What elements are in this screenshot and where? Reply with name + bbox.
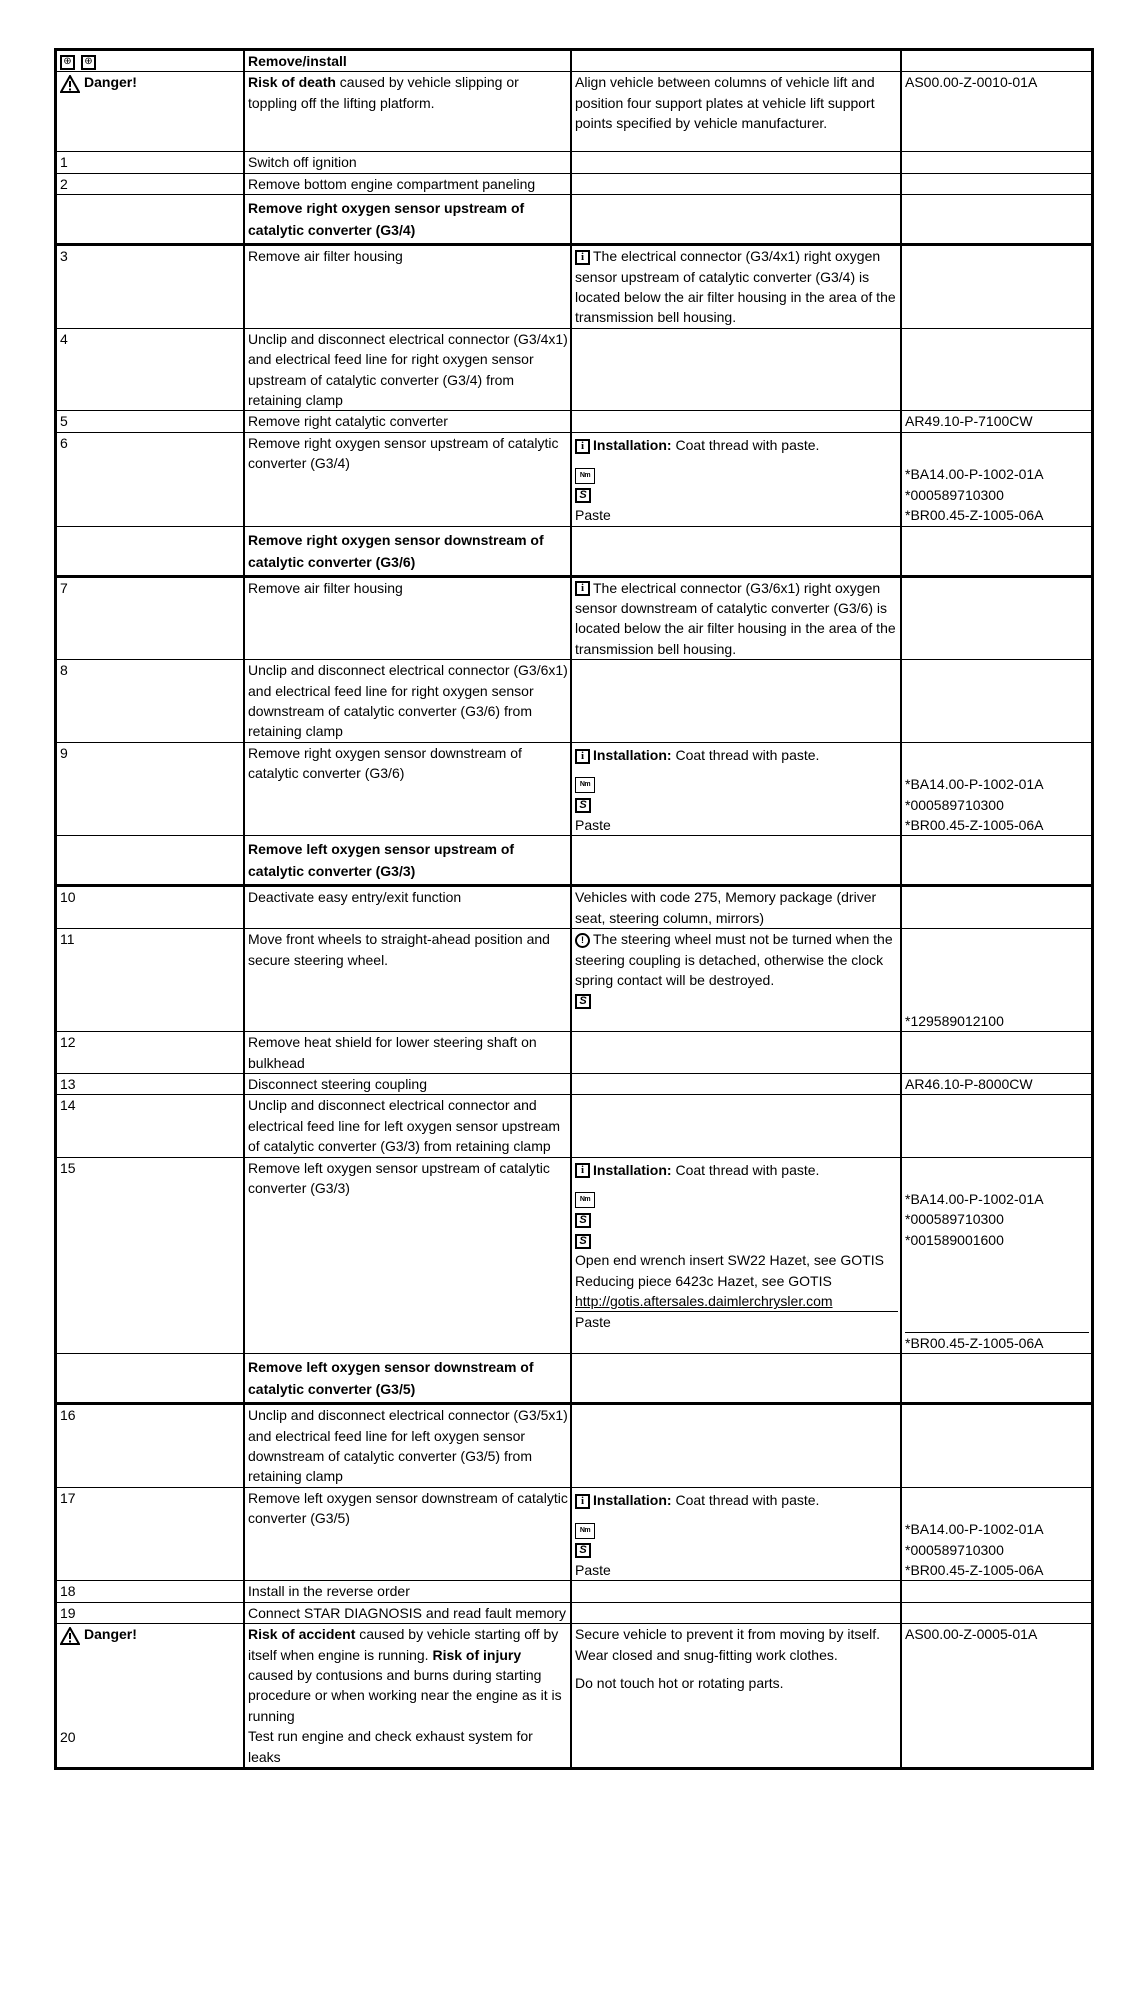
tool-item — [575, 1540, 898, 1560]
step-description: Remove left oxygen sensor downstream of catalytic converter (G3/5) — [244, 1487, 571, 1581]
step-note — [571, 152, 901, 173]
step-description: Connect STAR DIAGNOSIS and read fault memory — [244, 1602, 571, 1623]
procedure-table — [54, 48, 1094, 1770]
step-number: 3 — [56, 245, 245, 329]
step-number: 14 — [56, 1095, 245, 1157]
step-description: Unclip and disconnect electrical connector and electrical feed line for left oxygen sensor upstream of catalytic converter (G3/3) from retaining clamp — [244, 1095, 571, 1157]
step-row — [56, 1581, 1093, 1602]
step-row — [56, 328, 1093, 411]
step-note — [571, 173, 901, 194]
tool-item — [575, 464, 898, 484]
info-icon: i — [575, 581, 590, 596]
document-ref-link — [901, 1404, 1093, 1488]
document-ref-link[interactable]: *000589710300 — [905, 796, 1004, 813]
document-ref-link[interactable]: *BR00.45-Z-1005-06A — [905, 507, 1044, 524]
info-icon: i — [575, 439, 590, 454]
tool-item: Paste — [575, 507, 611, 524]
document-ref-link[interactable]: *BA14.00-P-1002-01A — [905, 1190, 1044, 1207]
final-danger-row — [56, 1624, 1093, 1769]
installation-note: i Installation: Coat thread with paste. Nm S Paste — [571, 742, 901, 836]
step-description: Move front wheels to straight-ahead position and secure steering wheel. — [244, 929, 571, 1032]
danger-label: Danger! — [56, 72, 245, 152]
table-header-row — [56, 50, 1093, 72]
document-ref-link — [901, 152, 1093, 173]
step-number: 9 — [56, 742, 245, 836]
warning-triangle-icon — [60, 75, 80, 93]
document-ref-link — [901, 1095, 1093, 1157]
section-title: Remove left oxygen sensor upstream of catalytic converter (G3/3) — [244, 836, 571, 886]
tool-item — [575, 795, 898, 815]
header-icons-cell — [56, 50, 245, 72]
step-description: Switch off ignition — [244, 152, 571, 173]
step-description: Test run engine and check exhaust system for leaks — [248, 1728, 533, 1765]
step-number: 10 — [56, 886, 245, 929]
expand-icon[interactable]: ⊕ — [60, 55, 75, 70]
header-title: Remove/install — [244, 50, 571, 72]
gotis-link[interactable]: http://gotis.aftersales.daimlerchrysler.com — [575, 1293, 833, 1310]
section-title: Remove left oxygen sensor downstream of catalytic converter (G3/5) — [244, 1354, 571, 1404]
step-row — [56, 1404, 1093, 1488]
procedure-document — [54, 48, 1089, 1770]
document-ref-link — [901, 660, 1093, 743]
special-tool-icon: S — [575, 1234, 591, 1249]
document-ref-link[interactable]: *BA14.00-P-1002-01A — [905, 1521, 1044, 1538]
torque-nm-icon: Nm — [575, 1192, 595, 1208]
document-ref-link[interactable]: *BR00.45-Z-1005-06A — [905, 816, 1044, 833]
step-row — [56, 152, 1093, 173]
step-note — [571, 660, 901, 743]
reference-list — [901, 1157, 1093, 1354]
danger-note: Align vehicle between columns of vehicle lift and position four support plates at vehicle lift support points specified by vehicle manufacturer. — [571, 72, 901, 152]
special-tool-icon: S — [575, 994, 591, 1009]
step-row — [56, 1095, 1093, 1157]
document-ref-link[interactable]: AS00.00-Z-0010-01A — [901, 72, 1093, 152]
step-note: i The electrical connector (G3/6x1) right oxygen sensor downstream of catalytic converter (G3/6) is located below the air filter housing in the area of the transmission bell housing. — [571, 576, 901, 660]
info-icon: i — [575, 250, 590, 265]
info-icon: i — [575, 749, 590, 764]
step-number: 18 — [56, 1581, 245, 1602]
step-description: Remove right catalytic converter — [244, 411, 571, 432]
step-number: 16 — [56, 1404, 245, 1488]
document-ref-link[interactable]: *129589012100 — [905, 1012, 1004, 1029]
document-ref-link — [901, 1032, 1093, 1074]
step-description: Disconnect steering coupling — [244, 1073, 571, 1094]
step-note — [571, 1602, 901, 1623]
step-number: 6 — [56, 432, 245, 526]
step-number: 7 — [56, 576, 245, 660]
section-title: Remove right oxygen sensor downstream of catalytic converter (G3/6) — [244, 526, 571, 576]
reference-list — [901, 742, 1093, 836]
caution-circle-icon: ! — [575, 933, 590, 948]
collapse-icon[interactable]: ⊕ — [81, 55, 96, 70]
document-ref-link[interactable]: *000589710300 — [905, 1541, 1004, 1558]
step-description: Unclip and disconnect electrical connector (G3/4x1) and electrical feed line for right oxygen sensor upstream of catalytic converter (G3/4) from retaining clamp — [244, 328, 571, 411]
step-row — [56, 245, 1093, 329]
install-step-row — [56, 742, 1093, 836]
step-note — [571, 328, 901, 411]
document-ref-link[interactable]: AR49.10-P-7100CW — [901, 411, 1093, 432]
info-icon: i — [575, 1494, 590, 1509]
risk-description: Risk of accident caused by vehicle starting off by itself when engine is running. Risk of injury caused by contusions and burns during starting procedure or when working near the engine as it is running Test run engine and check exhaust system for leaks — [244, 1624, 571, 1769]
document-ref-link — [901, 886, 1093, 929]
step-note: i The electrical connector (G3/4x1) right oxygen sensor upstream of catalytic converter (G3/4) is located below the air filter housing in the area of the transmission bell housing. — [571, 245, 901, 329]
step-description: Remove right oxygen sensor upstream of catalytic converter (G3/4) — [244, 432, 571, 526]
tool-item — [575, 485, 898, 505]
tool-item: Paste — [575, 816, 611, 833]
step-note — [571, 1404, 901, 1488]
special-tool-icon: S — [575, 1543, 591, 1558]
step-row — [56, 1032, 1093, 1074]
document-ref-link[interactable]: *BA14.00-P-1002-01A — [905, 466, 1044, 483]
document-ref-link — [901, 328, 1093, 411]
risk-description: Risk of death caused by vehicle slipping or toppling off the lifting platform. — [244, 72, 571, 152]
step-number: 2 — [56, 173, 245, 194]
reference-list — [901, 1487, 1093, 1581]
caution-note: ! The steering wheel must not be turned when the steering coupling is detached, otherwise the clock spring contact will be destroyed. S — [571, 929, 901, 1032]
tool-item — [575, 774, 898, 794]
reference-list — [901, 432, 1093, 526]
step-number: 17 — [56, 1487, 245, 1581]
step-description: Remove right oxygen sensor downstream of catalytic converter (G3/6) — [244, 742, 571, 836]
document-ref-link[interactable]: *BR00.45-Z-1005-06A — [905, 1562, 1044, 1578]
step-description: Remove bottom engine compartment paneling — [244, 173, 571, 194]
document-ref-link — [901, 245, 1093, 329]
torque-nm-icon: Nm — [575, 777, 595, 793]
step-number: 5 — [56, 411, 245, 432]
step-description: Unclip and disconnect electrical connector (G3/5x1) and electrical feed line for left oxygen sensor downstream of catalytic converter (G3/5) from retaining clamp — [244, 1404, 571, 1488]
document-ref-link[interactable]: *000589710300 — [905, 1211, 1004, 1228]
step-description: Deactivate easy entry/exit function — [244, 886, 571, 929]
step-description: Remove heat shield for lower steering shaft on bulkhead — [244, 1032, 571, 1074]
document-ref-link[interactable]: AR46.10-P-8000CW — [901, 1073, 1093, 1094]
step-number: 4 — [56, 328, 245, 411]
step-number: 19 — [56, 1602, 245, 1623]
document-ref-link[interactable]: *BR00.45-Z-1005-06A — [905, 1332, 1089, 1353]
step-row — [56, 173, 1093, 194]
installation-note: i Installation: Coat thread with paste. Nm S S Open end wrench insert SW22 Hazet, see GOTIS Reducing piece 6423c Hazet, see GOTIS http://gotis.aftersales.daimlerchrysler.com Paste — [571, 1157, 901, 1354]
step-note — [571, 1073, 901, 1094]
section-title: Remove right oxygen sensor upstream of catalytic converter (G3/4) — [244, 195, 571, 245]
special-tool-icon: S — [575, 488, 591, 503]
torque-nm-icon: Nm — [575, 1523, 595, 1539]
danger-note: Secure vehicle to prevent it from moving by itself. Wear closed and snug-fitting work clothes. Do not touch hot or rotating parts. — [571, 1624, 901, 1769]
step-description: Install in the reverse order — [244, 1581, 571, 1602]
tool-item — [575, 1519, 898, 1539]
step-description: Remove air filter housing — [244, 245, 571, 329]
danger-label: Danger! — [60, 1626, 137, 1642]
step-number: 20 — [60, 1728, 76, 1745]
install-step-row — [56, 1487, 1093, 1581]
step-note — [571, 1095, 901, 1157]
document-ref-link[interactable]: *001589001600 — [905, 1231, 1004, 1248]
step-description: Remove air filter housing — [244, 576, 571, 660]
step-row — [56, 1602, 1093, 1623]
document-ref-link — [901, 1581, 1093, 1602]
section-header-row — [56, 1354, 1093, 1404]
document-ref-link — [901, 576, 1093, 660]
step-number: 8 — [56, 660, 245, 743]
step-row — [56, 576, 1093, 660]
step-note — [571, 411, 901, 432]
document-ref-link — [901, 173, 1093, 194]
document-ref-link[interactable]: *000589710300 — [905, 486, 1004, 503]
step-note: Vehicles with code 275, Memory package (driver seat, steering column, mirrors) — [571, 886, 901, 929]
section-header-row — [56, 526, 1093, 576]
install-step-row — [56, 1157, 1093, 1354]
caution-step-row — [56, 929, 1093, 1032]
step-number: 15 — [56, 1157, 245, 1354]
step-row — [56, 1073, 1093, 1094]
step-number: 1 — [56, 152, 245, 173]
step-number: 13 — [56, 1073, 245, 1094]
step-note — [571, 1032, 901, 1074]
step-number: 12 — [56, 1032, 245, 1074]
installation-note: i Installation: Coat thread with paste. Nm S Paste — [571, 1487, 901, 1581]
danger-row — [56, 72, 1093, 152]
step-note — [571, 1581, 901, 1602]
install-step-row — [56, 432, 1093, 526]
step-description: Remove left oxygen sensor upstream of catalytic converter (G3/3) — [244, 1157, 571, 1354]
step-row — [56, 660, 1093, 743]
step-description: Unclip and disconnect electrical connector (G3/6x1) and electrical feed line for right oxygen sensor downstream of catalytic converter (G3/6) from retaining clamp — [244, 660, 571, 743]
tool-item: Paste — [575, 1562, 611, 1579]
warning-triangle-icon — [60, 1627, 80, 1645]
step-row — [56, 886, 1093, 929]
step-row — [56, 411, 1093, 432]
info-icon: i — [575, 1163, 590, 1178]
special-tool-icon: S — [575, 1213, 591, 1228]
step-number: 11 — [56, 929, 245, 1032]
document-ref-link — [901, 1602, 1093, 1623]
document-ref-link[interactable]: *BA14.00-P-1002-01A — [905, 776, 1044, 793]
section-header-row — [56, 195, 1093, 245]
installation-note: i Installation: Coat thread with paste. Nm S Paste — [571, 432, 901, 526]
torque-nm-icon: Nm — [575, 468, 595, 484]
section-header-row — [56, 836, 1093, 886]
special-tool-icon: S — [575, 798, 591, 813]
document-ref-link[interactable]: AS00.00-Z-0005-01A — [901, 1624, 1093, 1769]
